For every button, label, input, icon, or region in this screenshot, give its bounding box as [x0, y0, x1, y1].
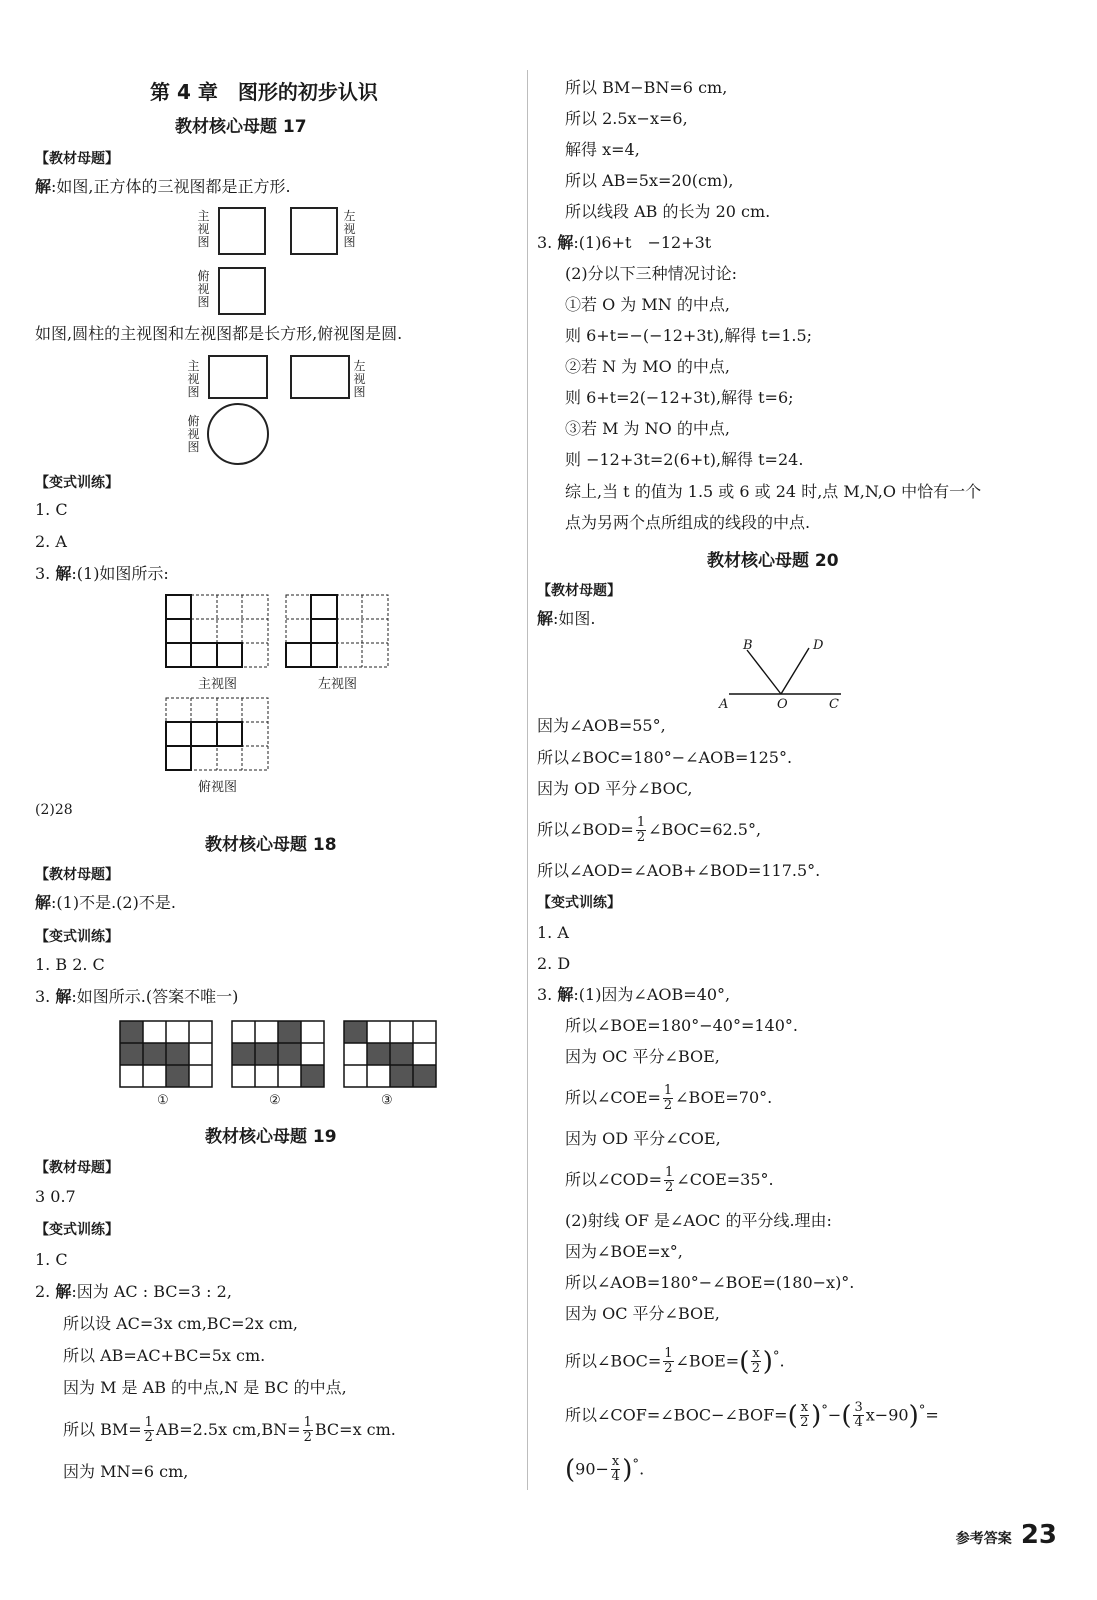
fraction-half: $\frac{1}{2}$ [663, 1083, 673, 1113]
cube-front-view [218, 207, 266, 255]
fraction-x-over-2: $\frac{x}{2}$ [751, 1346, 761, 1377]
label-front-view: 主视图 [197, 209, 210, 249]
s17-variant-1: 1. C [35, 500, 68, 519]
s20-m4: 所以∠BOD= $\frac{1}{2}$ ∠BOC=62.5°, [537, 815, 762, 845]
s19-v3-line3: ①若 O 为 MN 的中点, [565, 295, 730, 314]
tag-mother-19: 【教材母题】 [35, 1160, 119, 1176]
fig-label-o: O [777, 697, 788, 712]
s20-v3-line8: 因为∠BOE=x°, [565, 1242, 683, 1261]
s20-m3: 因为 OD 平分∠BOC, [537, 779, 693, 798]
shaded-grid-1-label: ① [157, 1093, 169, 1108]
s19-variant-3: 3. 解:(1)6+t −12+3t [537, 233, 712, 252]
label-left-view-2: 左视图 [353, 359, 366, 399]
s17-variant-2: 2. A [35, 532, 67, 551]
tag-mother-17: 【教材母题】 [35, 151, 119, 167]
s19-v2-line5: 所以 BM= $\frac{1}{2}$ AB=2.5x cm,BN= $\frac{1}{2}$ BC=x cm. [63, 1415, 396, 1445]
fig-label-c: C [829, 697, 839, 712]
tag-variant-17: 【变式训练】 [35, 475, 119, 491]
s17-variant-3-part2: (2)28 [35, 802, 73, 818]
s20-mother: 解:如图. [537, 609, 596, 628]
fraction-x-over-2: $\frac{x}{2}$ [800, 1400, 809, 1431]
grid-front-view [165, 594, 273, 672]
s19-v2-line6: 因为 MN=6 cm, [63, 1462, 189, 1481]
fraction-x-over-4: $\frac{x}{4}$ [611, 1454, 620, 1485]
footer-label: 参考答案 [955, 1531, 1012, 1547]
s20-v3-line7: (2)射线 OF 是∠AOC 的平分线.理由: [565, 1211, 832, 1230]
page-number: 23 [1020, 1520, 1057, 1550]
s20-v3-line3: 因为 OC 平分∠BOE, [565, 1047, 720, 1066]
s20-variant-2: 2. D [537, 954, 571, 973]
grid-front-caption: 主视图 [198, 677, 238, 692]
fig-label-d: D [813, 638, 824, 653]
label-top-view: 俯视图 [197, 269, 210, 309]
s20-m2: 所以∠BOC=180°−∠AOB=125°. [537, 748, 793, 767]
column-divider [527, 70, 528, 1490]
fraction-half: $\frac{1}{2}$ [144, 1415, 153, 1445]
s19-v2-right-3: 解得 x=4, [565, 140, 640, 159]
s19-v3-line9: 综上,当 t 的值为 1.5 或 6 或 24 时,点 M,N,O 中恰有一个 [565, 482, 982, 501]
shaded-grid-2-label: ② [269, 1093, 281, 1108]
s20-variant-1: 1. A [537, 923, 569, 942]
s20-v3-line11: 所以∠BOC= $\frac{1}{2}$ ∠BOE=( $\frac{x}{2}$ )°. [565, 1346, 785, 1377]
s20-v3-line9: 所以∠AOB=180°−∠BOE=(180−x)°. [565, 1273, 855, 1292]
fraction-half: $\frac{1}{2}$ [636, 815, 646, 845]
s19-v2-line4: 因为 M 是 AB 的中点,N 是 BC 的中点, [63, 1378, 347, 1397]
s19-v2-right-2: 所以 2.5x−x=6, [565, 109, 688, 128]
section-17-title: 教材核心母题 17 [175, 117, 307, 137]
s20-v3-line6: 所以∠COD= $\frac{1}{2}$ ∠COE=35°. [565, 1165, 774, 1195]
shaded-grid-3-label: ③ [381, 1093, 393, 1108]
s18-variant-1-2: 1. B 2. C [35, 955, 105, 974]
tag-variant-18: 【变式训练】 [35, 929, 119, 945]
tag-mother-18: 【教材母题】 [35, 867, 119, 883]
s19-v3-line8: 则 −12+3t=2(6+t),解得 t=24. [565, 450, 804, 469]
s19-variant-2: 2. 解:因为 AC : BC=3 : 2, [35, 1282, 232, 1301]
cylinder-top-view [207, 403, 269, 465]
s20-v3-line12: 所以∠COF=∠BOC−∠BOF=( $\frac{x}{2}$ )°−( $\frac{3}{4}$ x−90)°= [565, 1400, 939, 1431]
cylinder-front-view [208, 355, 268, 399]
section-19-title: 教材核心母题 19 [205, 1127, 337, 1147]
s19-v2-line3: 所以 AB=AC+BC=5x cm. [63, 1346, 266, 1365]
s18-mother: 解:(1)不是.(2)不是. [35, 893, 176, 912]
s19-variant-1: 1. C [35, 1250, 68, 1269]
fig-label-b: B [743, 638, 753, 653]
label-front-view-2: 主视图 [187, 359, 200, 399]
label-left-view: 左视图 [343, 209, 356, 249]
shaded-grid-2 [231, 1020, 327, 1088]
s20-v3-line10: 因为 OC 平分∠BOE, [565, 1304, 720, 1323]
s20-v3-line5: 因为 OD 平分∠COE, [565, 1129, 721, 1148]
tag-variant-20: 【变式训练】 [537, 895, 621, 911]
s19-v2-right-5: 所以线段 AB 的长为 20 cm. [565, 202, 771, 221]
label-top-view-2: 俯视图 [187, 414, 200, 454]
grid-top-view [165, 697, 273, 775]
s17-mother-cube: 解:如图,正方体的三视图都是正方形. [35, 177, 291, 196]
s18-variant-3: 3. 解:如图所示.(答案不唯一) [35, 987, 239, 1006]
s19-v3-line2: (2)分以下三种情况讨论: [565, 264, 738, 283]
s19-v3-line4: 则 6+t=−(−12+3t),解得 t=1.5; [565, 326, 813, 345]
s20-m1: 因为∠AOB=55°, [537, 716, 666, 735]
s20-v3-line13: (90− $\frac{x}{4}$ )°. [565, 1454, 645, 1485]
tag-mother-20: 【教材母题】 [537, 583, 621, 599]
s20-m5: 所以∠AOD=∠AOB+∠BOD=117.5°. [537, 861, 821, 880]
shaded-grid-1 [119, 1020, 215, 1088]
shaded-grid-3 [343, 1020, 439, 1088]
s19-mother: 3 0.7 [35, 1187, 76, 1206]
cylinder-left-view [290, 355, 350, 399]
cube-top-view [218, 267, 266, 315]
fraction-half: $\frac{1}{2}$ [664, 1346, 673, 1377]
angle-figure [717, 636, 867, 712]
cube-left-view [290, 207, 338, 255]
s17-mother-cylinder: 如图,圆柱的主视图和左视图都是长方形,俯视图是圆. [35, 324, 403, 343]
s19-v3-line10: 点为另两个点所组成的线段的中点. [565, 513, 811, 532]
fig-label-a: A [719, 697, 729, 712]
s20-v3-line2: 所以∠BOE=180°−40°=140°. [565, 1016, 799, 1035]
fraction-three-quarters: $\frac{3}{4}$ [854, 1400, 863, 1431]
s20-v3-line4: 所以∠COE= $\frac{1}{2}$ ∠BOE=70°. [565, 1083, 773, 1113]
page-footer [956, 1520, 1057, 1550]
grid-top-caption: 俯视图 [198, 780, 238, 795]
section-20-title: 教材核心母题 20 [707, 551, 839, 571]
fraction-half: $\frac{1}{2}$ [665, 1165, 674, 1195]
chapter-title: 第 4 章 图形的初步认识 [150, 80, 378, 104]
fraction-half: $\frac{1}{2}$ [303, 1415, 312, 1445]
s19-v3-line7: ③若 M 为 NO 的中点, [565, 419, 730, 438]
s20-variant-3: 3. 解:(1)因为∠AOB=40°, [537, 985, 731, 1004]
s19-v2-right-4: 所以 AB=5x=20(cm), [565, 171, 734, 190]
s19-v2-line2: 所以设 AC=3x cm,BC=2x cm, [63, 1314, 299, 1333]
s17-variant-3: 3. 解:(1)如图所示: [35, 564, 169, 583]
s19-v2-right-1: 所以 BM−BN=6 cm, [565, 78, 728, 97]
grid-left-caption: 左视图 [318, 677, 358, 692]
tag-variant-19: 【变式训练】 [35, 1222, 119, 1238]
s19-v3-line5: ②若 N 为 MO 的中点, [565, 357, 730, 376]
section-18-title: 教材核心母题 18 [205, 835, 337, 855]
grid-left-view [285, 594, 393, 672]
s19-v3-line6: 则 6+t=2(−12+3t),解得 t=6; [565, 388, 794, 407]
